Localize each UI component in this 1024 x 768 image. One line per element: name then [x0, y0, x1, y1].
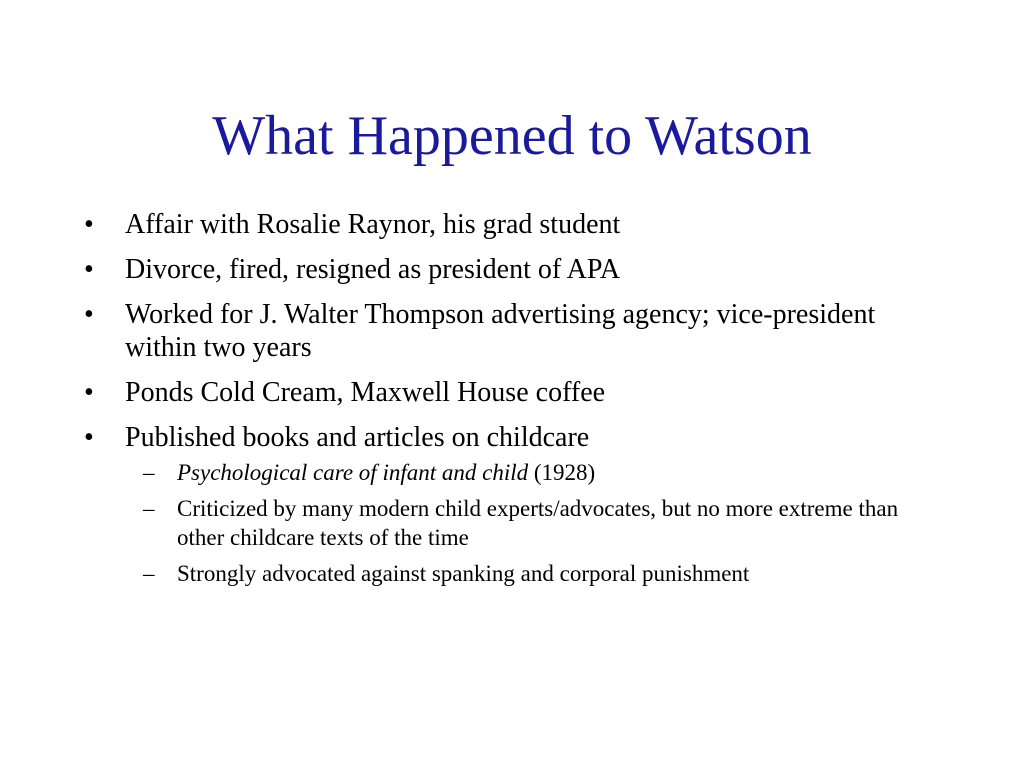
- sub-bullet-marker: –: [143, 460, 155, 485]
- sub-bullet-text: Strongly advocated against spanking and corporal punishment: [177, 561, 750, 586]
- bullet-item: [84, 253, 944, 286]
- sub-bullet-list: [125, 458, 944, 588]
- bullet-marker: •: [84, 422, 94, 453]
- bullet-marker: •: [84, 299, 94, 330]
- bullet-list: [84, 208, 944, 600]
- sub-bullet-text: Criticized by many modern child experts/advocates, but no more extreme than other childcare texts of the time: [177, 496, 899, 550]
- bullet-text: Worked for J. Walter Thompson advertising agency; vice-president within two years: [125, 299, 876, 363]
- sub-bullet-marker: –: [143, 561, 155, 586]
- sub-bullet-item: [131, 559, 944, 588]
- book-year: (1928): [528, 460, 596, 485]
- bullet-marker: •: [84, 209, 94, 240]
- sub-bullet-item: [131, 458, 944, 487]
- bullet-item: [84, 376, 944, 409]
- bullet-item: [84, 208, 944, 241]
- bullet-item: [84, 298, 944, 364]
- book-title: Psychological care of infant and child: [177, 460, 529, 485]
- sub-bullet-item: [131, 494, 944, 552]
- bullet-text: Ponds Cold Cream, Maxwell House coffee: [125, 377, 606, 408]
- bullet-text: Published books and articles on childcare: [125, 422, 590, 453]
- bullet-text: Divorce, fired, resigned as president of APA: [125, 254, 621, 285]
- bullet-item: [84, 421, 944, 588]
- bullet-marker: •: [84, 254, 94, 285]
- slide-title: What Happened to Watson: [212, 105, 812, 167]
- bullet-text: Affair with Rosalie Raynor, his grad student: [125, 209, 621, 240]
- bullet-marker: •: [84, 377, 94, 408]
- sub-bullet-marker: –: [143, 496, 155, 521]
